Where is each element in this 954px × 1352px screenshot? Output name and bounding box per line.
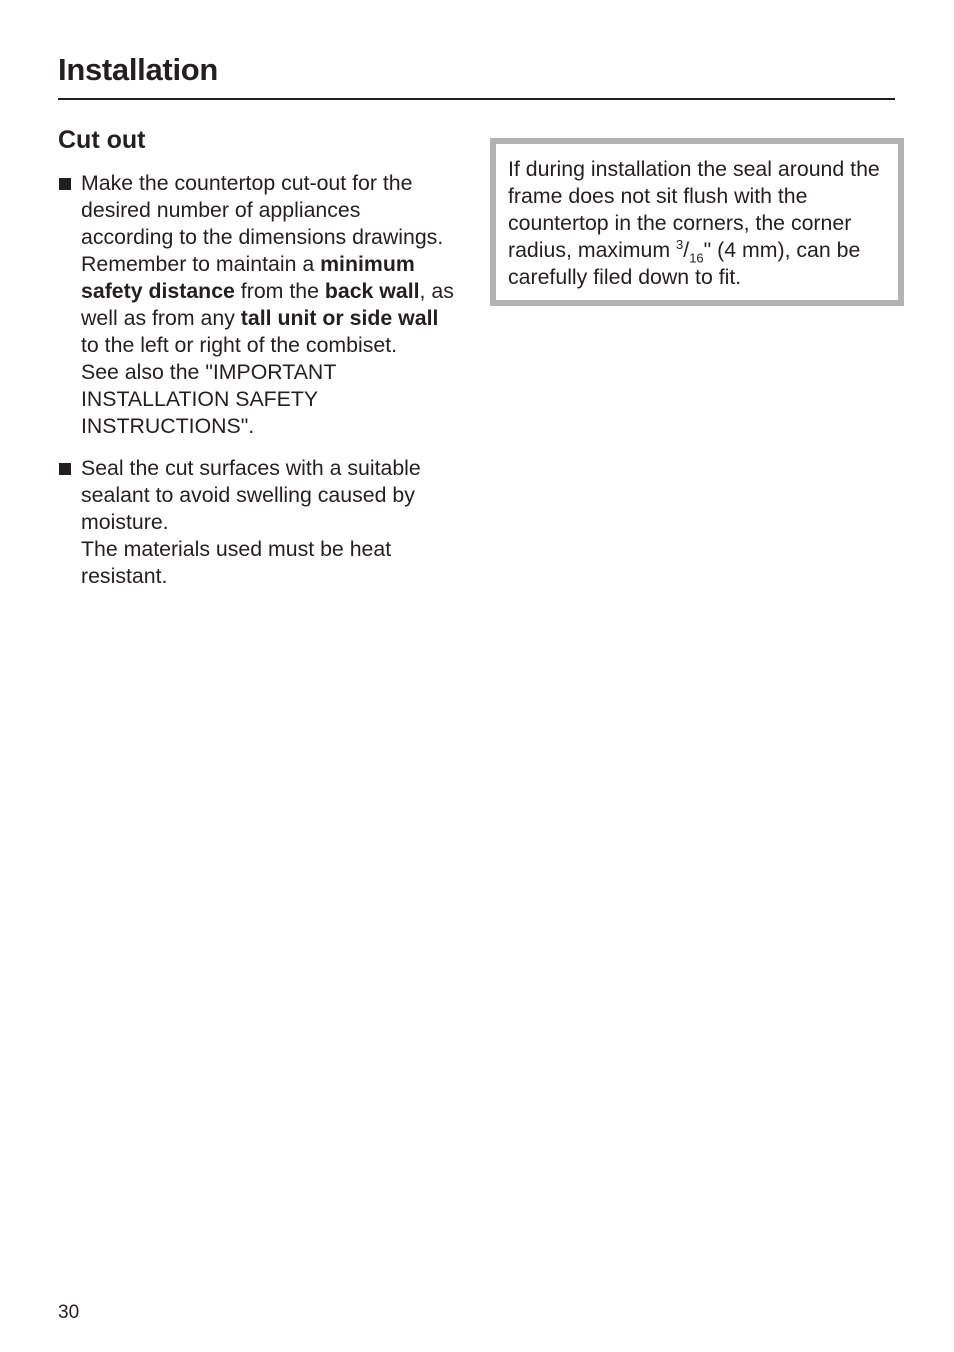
instruction-text: , as well as from any [81,279,454,330]
instruction-text: from the [234,279,325,303]
instruction-paragraph [81,170,454,251]
page-title: Installation [58,52,219,87]
instruction-text: Make the countertop cut-out for the desired number of appliances according to the dimensions drawings. [81,171,444,249]
section-heading: Cut out [58,126,146,154]
page-number: 30 [58,1302,80,1323]
emphasis-text: minimum safety distance [81,252,415,303]
fraction-slash: / [683,238,690,262]
instruction-paragraph [81,359,454,440]
fraction-numerator: 3 [676,236,684,252]
instruction-list [58,170,454,590]
instruction-text: to the left or right of the combiset. [81,333,398,357]
fraction-denominator: 16 [689,250,704,266]
emphasis-text: back wall [324,279,420,303]
instruction-text: Seal the cut surfaces with a suitable sealant to avoid swelling caused by moisture. [81,456,421,534]
list-item [58,170,454,440]
title-divider [58,98,895,100]
instruction-text: Remember to maintain a [81,252,321,276]
emphasis-text: tall unit or side wall [240,306,439,330]
list-item [58,455,454,590]
note-text-part: If during installation the seal around the frame does not sit flush with the countertop in the corners, the corner radius, maximum [508,157,880,262]
instruction-text: The materials used must be heat resistant. [81,537,392,588]
square-bullet-icon [59,463,71,475]
note-text-part: " (4 mm), can be carefully filed down to fit. [508,238,861,289]
square-bullet-icon [59,178,71,190]
note-text [508,156,892,291]
instruction-paragraph [81,536,454,590]
instruction-paragraph [81,251,454,359]
note-box [490,138,904,306]
instruction-paragraph [81,455,454,536]
instruction-text: See also the "IMPORTANT INSTALLATION SAFETY INSTRUCTIONS". [81,360,336,438]
